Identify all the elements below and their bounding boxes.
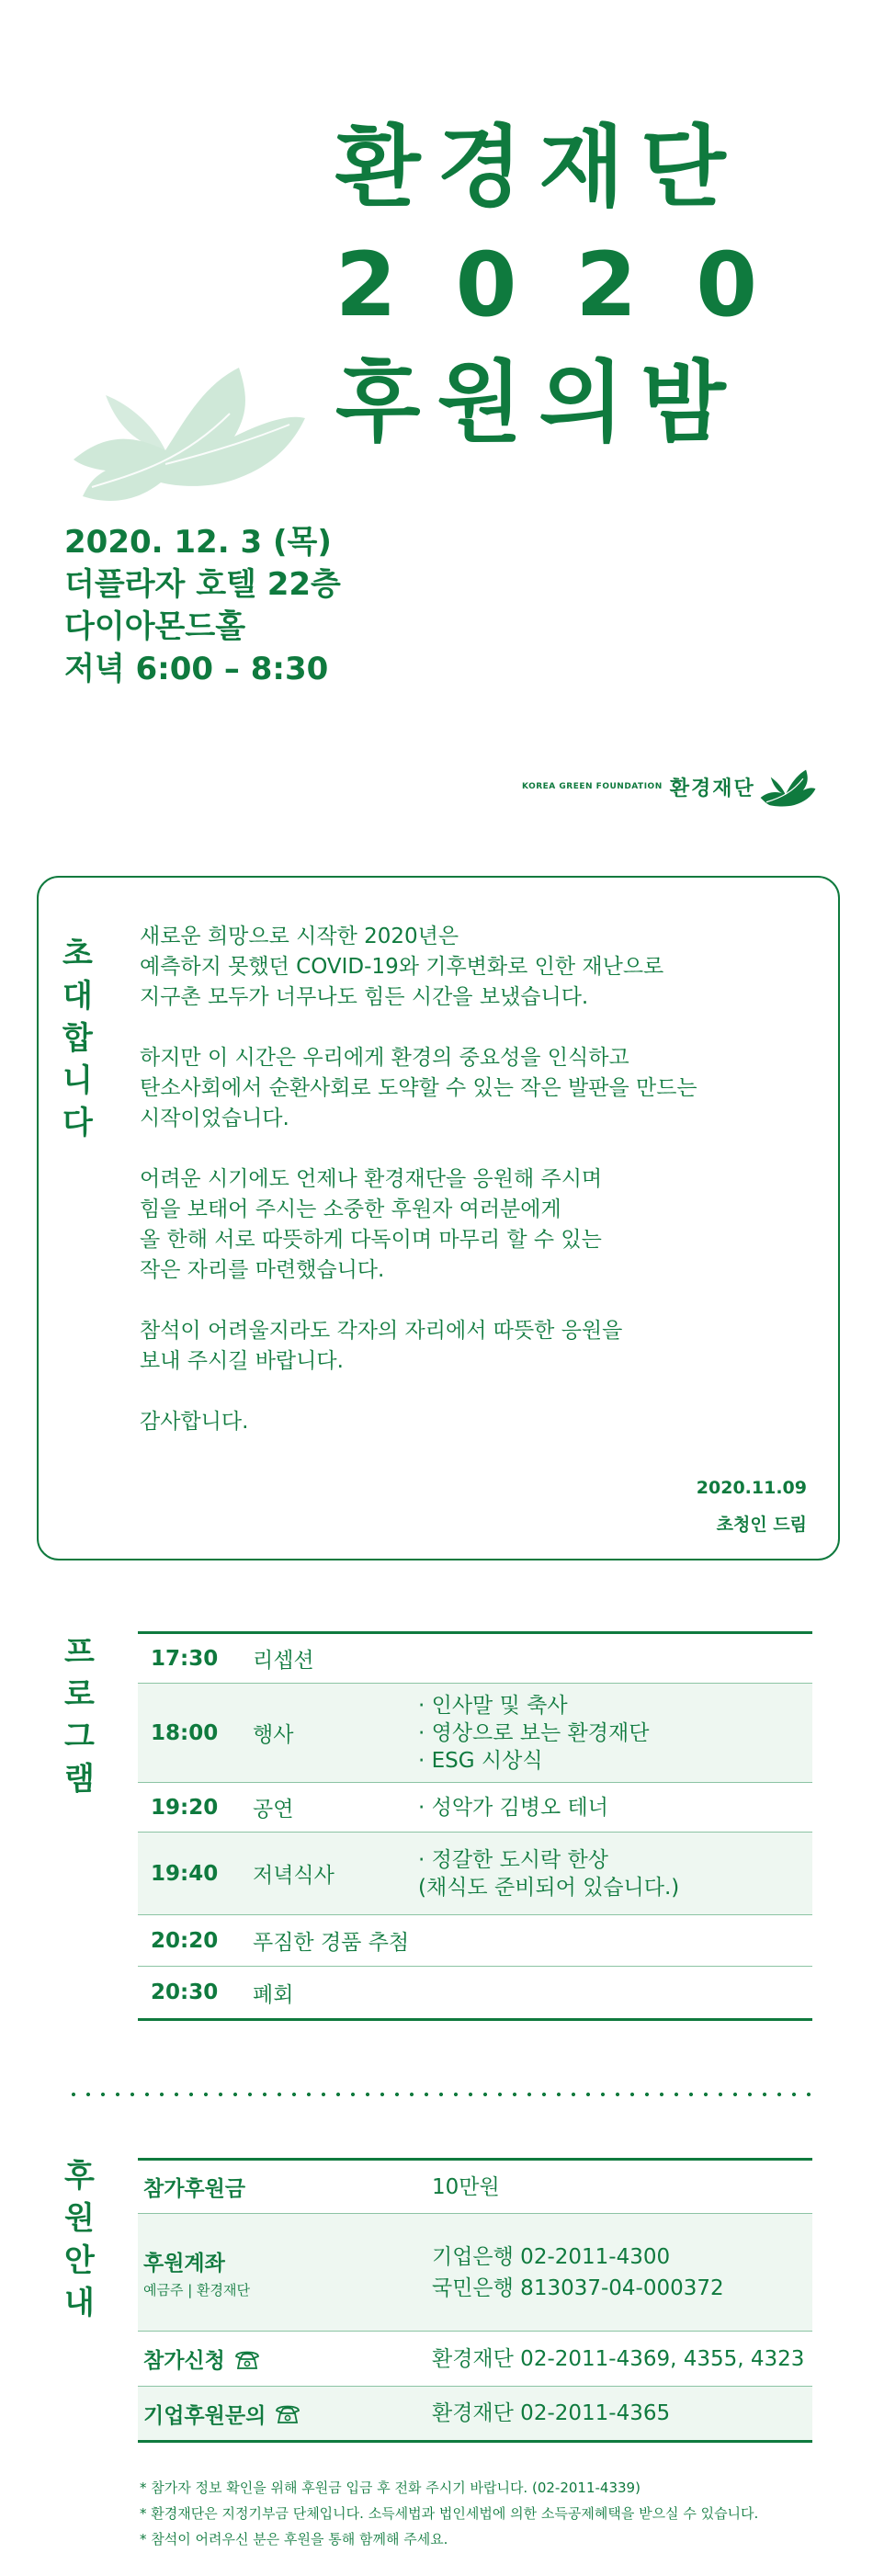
hero-title-line-2: 2020	[334, 233, 816, 336]
invitation-title-char: 초	[62, 936, 93, 972]
support-apply-value: 환경재단 02-2011-4369, 4355, 4323	[432, 2346, 805, 2371]
letter-line: 보내 주시길 바랍니다.	[140, 1349, 344, 1373]
program-event: 푸짐한 경품 추첨	[253, 1931, 410, 1955]
program-time: 19:20	[151, 1795, 219, 1820]
program-vertical-title	[64, 1631, 95, 1800]
program-detail	[418, 1846, 812, 1901]
program-title-char: 램	[64, 1761, 95, 1798]
event-venue: 더플라자 호텔 22층	[64, 566, 341, 603]
event-time: 저녁 6:00 – 8:30	[64, 651, 329, 687]
foundation-logo	[522, 759, 816, 814]
program-detail-line: · 성악가 김병오 테너	[418, 1795, 608, 1820]
support-account-label: 후원계좌	[143, 2251, 225, 2275]
letter-paragraph	[140, 922, 801, 1013]
event-hall: 다이아몬드홀	[64, 608, 246, 645]
hero-title	[335, 108, 816, 461]
program-time: 20:30	[151, 1980, 219, 2004]
support-title-char: 내	[64, 2285, 95, 2321]
letter-line: 감사합니다.	[140, 1410, 249, 1434]
support-account-line: 국민은행 813037-04-000372	[432, 2275, 724, 2300]
support-notes	[140, 2475, 758, 2552]
invitation-title-char: 니	[62, 1062, 93, 1099]
program-detail-line: · 정갈한 도시락 한상	[418, 1847, 608, 1872]
support-table	[138, 2158, 812, 2443]
phone-icon	[275, 2402, 300, 2424]
program-event: 폐회	[253, 1982, 294, 2007]
invitation-title-char: 합	[62, 1020, 93, 1057]
invitation-box	[37, 876, 840, 1560]
program-detail-line: · 인사말 및 축사	[418, 1693, 568, 1718]
invitation-date: 2020.11.09	[696, 1478, 807, 1498]
program-time: 17:30	[151, 1646, 219, 1671]
support-title-char: 안	[64, 2242, 95, 2279]
hero-title-line-3: 후원의밤	[334, 351, 743, 454]
invitation-letter	[140, 922, 801, 1468]
invitation-title-char: 대	[62, 978, 93, 1015]
letter-line: 힘을 보태어 주시는 소중한 후원자 여러분에게	[140, 1197, 561, 1221]
table-row	[138, 1634, 812, 1684]
support-corp-value: 환경재단 02-2011-4365	[432, 2401, 671, 2425]
table-row	[138, 2332, 812, 2387]
program-event: 리셉션	[253, 1649, 314, 1673]
event-date: 2020. 12. 3 (목)	[64, 524, 332, 561]
support-apply-key	[138, 2343, 432, 2374]
table-row	[138, 1684, 812, 1783]
support-note: * 참가자 정보 확인을 위해 후원금 입금 후 전화 주시기 바랍니다. (02-2011-4339)	[140, 2480, 641, 2496]
table-row	[138, 1967, 812, 2018]
phone-icon	[234, 2348, 260, 2370]
support-account-key	[138, 2246, 432, 2299]
hero-title-line-1: 환경재단	[334, 116, 743, 219]
leaf-illustration-icon	[64, 349, 312, 510]
logo-english: KOREA GREEN FOUNDATION	[522, 782, 663, 791]
program-event: 저녁식사	[253, 1864, 334, 1888]
support-title-char: 원	[64, 2200, 95, 2237]
table-row	[138, 2161, 812, 2214]
support-fee-label: 참가후원금	[143, 2177, 246, 2201]
program-detail-line: (채식도 준비되어 있습니다.)	[418, 1875, 680, 1900]
support-account-holder: 예금주 | 환경재단	[143, 2281, 251, 2298]
letter-line: 작은 자리를 마련했습니다.	[140, 1258, 385, 1282]
invitation-title-char: 다	[62, 1105, 93, 1141]
letter-line: 예측하지 못했던 COVID-19와 기후변화로 인한 재난으로	[140, 955, 664, 979]
letter-line: 참석이 어려울지라도 각자의 자리에서 따뜻한 응원을	[140, 1319, 623, 1343]
program-detail-line: · 영상으로 보는 환경재단	[418, 1720, 650, 1745]
table-row	[138, 2214, 812, 2332]
program-table	[138, 1631, 812, 2021]
program-detail-line: · ESG 시상식	[418, 1748, 543, 1773]
logo-korean: 환경재단	[669, 777, 755, 800]
letter-paragraph	[140, 1316, 801, 1377]
program-title-char: 그	[64, 1719, 95, 1755]
program-event: 공연	[253, 1798, 294, 1821]
logo-leaf-icon	[759, 760, 816, 813]
support-corp-key	[138, 2399, 432, 2429]
table-row	[138, 2387, 812, 2440]
invitation-signature: 초청인 드림	[716, 1515, 807, 1535]
support-title-char: 후	[64, 2158, 95, 2195]
program-time: 20:20	[151, 1928, 219, 1953]
support-corp-label: 기업후원문의	[143, 2403, 266, 2428]
program-detail	[418, 1692, 812, 1775]
table-row	[138, 1915, 812, 1967]
invitation-vertical-title	[62, 933, 93, 1144]
support-vertical-title	[64, 2155, 95, 2324]
letter-line: 올 한해 서로 따뜻하게 다독이며 마무리 할 수 있는	[140, 1228, 602, 1252]
table-row	[138, 1833, 812, 1915]
letter-line: 시작이었습니다.	[140, 1106, 289, 1130]
support-account-value	[432, 2241, 812, 2304]
dotted-divider	[66, 2093, 812, 2096]
letter-paragraph	[140, 1407, 801, 1437]
support-apply-label: 참가신청	[143, 2349, 225, 2373]
table-row	[138, 1783, 812, 1833]
support-account-line: 기업은행 02-2011-4300	[432, 2244, 671, 2269]
letter-line: 어려운 시기에도 언제나 환경재단을 응원해 주시며	[140, 1167, 603, 1191]
program-title-char: 로	[64, 1676, 95, 1713]
letter-line: 하지만 이 시간은 우리에게 환경의 중요성을 인식하고	[140, 1046, 629, 1070]
letter-line: 새로운 희망으로 시작한 2020년은	[140, 925, 459, 948]
support-fee-value: 10만원	[432, 2174, 500, 2199]
support-note: * 참석이 어려우신 분은 후원을 통해 함께해 주세요.	[140, 2531, 448, 2548]
program-title-char: 프	[64, 1634, 95, 1671]
event-info	[64, 521, 341, 690]
letter-line: 지구촌 모두가 너무나도 힘든 시간을 보냈습니다.	[140, 985, 589, 1009]
program-time: 19:40	[151, 1861, 219, 1886]
letter-line: 탄소사회에서 순환사회로 도약할 수 있는 작은 발판을 만드는	[140, 1076, 697, 1100]
letter-paragraph	[140, 1164, 801, 1286]
program-detail	[418, 1794, 812, 1821]
support-note: * 환경재단은 지정기부금 단체입니다. 소득세법과 법인세법에 의한 소득공제혜택을 받으실 수 있습니다.	[140, 2505, 759, 2522]
letter-paragraph	[140, 1043, 801, 1134]
program-time: 18:00	[151, 1720, 219, 1745]
program-event: 행사	[253, 1723, 294, 1747]
